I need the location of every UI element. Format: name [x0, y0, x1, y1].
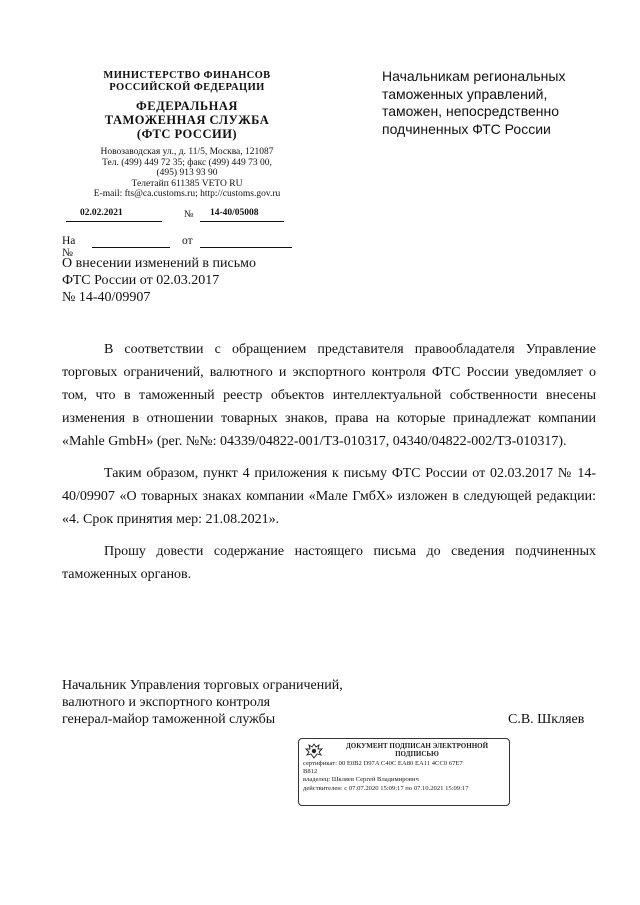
- addressee-line: таможен, непосредственно: [382, 103, 560, 119]
- contact-details: [56, 147, 318, 200]
- teletype-line: Телетайп 611385 VETO RU: [131, 178, 243, 189]
- body-paragraph: В соответствии с обращением представителя правообладателя Управление торговых ограничений, валютного и экспортного контроля ФТС России уведомляет о том, что в таможенный реестр объектов интеллектуальной собственности внесены изменения в отношении товарных знаков, права на которые принадлежат компании «Mahle GmbH» (рег. №№: 04339/04822-001/ТЗ-010317, 04340/04822-002/ТЗ-010317).: [62, 342, 596, 449]
- esig-certificate: сертификат: 00 E0B2 D97A C40C EA80 EA11 4CC0 67E7: [303, 760, 463, 767]
- letter-subject: [62, 255, 302, 306]
- ministry-line: МИНИСТЕРСТВО ФИНАНСОВ: [103, 70, 271, 81]
- addressee-line: подчиненных ФТС России: [382, 120, 551, 137]
- email-line: E-mail: fts@ca.customs.ru; http://customs.gov.ru: [93, 189, 281, 199]
- phone-line: Тел. (499) 449 72 35; факс (499) 449 73 00,: [102, 157, 272, 168]
- registration-date: 02.02.2021: [66, 208, 162, 222]
- incoming-number-label: На №: [62, 235, 76, 259]
- esig-validity: действителен: с 07.07.2020 15:09:17 по 07.10.2021 15:09:17: [303, 784, 469, 792]
- ministry-line: РОССИЙСКОЙ ФЕДЕРАЦИИ: [109, 82, 265, 93]
- incoming-number-blank: [92, 247, 170, 248]
- body-paragraph: Прошу довести содержание настоящего письма до сведения подчиненных таможенных органов.: [62, 544, 596, 582]
- esig-title: [329, 742, 505, 758]
- esig-certificate-cont: B812: [303, 768, 318, 776]
- issuer-block: [56, 70, 318, 200]
- signer-position: [62, 677, 382, 728]
- esig-title-line: ПОДПИСЬЮ: [395, 750, 439, 758]
- esig-title-line: ДОКУМЕНТ ПОДПИСАН ЭЛЕКТРОННОЙ: [345, 742, 489, 750]
- ministry-name: [56, 70, 318, 94]
- signer-position-line: Начальник Управления торговых ограничений,: [62, 678, 343, 693]
- addressee-line: таможенных управлений,: [382, 85, 548, 102]
- incoming-date-label: от: [182, 235, 193, 247]
- addressee-block: [382, 68, 592, 138]
- body-paragraph: Таким образом, пункт 4 приложения к письму ФТС России от 02.03.2017 № 14-40/09907 «О товарных знаках компании «Мале ГмбХ» изложен в следующей редакции: «4. Срок принятия мер: 21.08.2021».: [62, 466, 596, 527]
- registration-number-label: №: [184, 209, 194, 220]
- emblem-icon: [303, 742, 325, 760]
- esig-owner: владелец: Шкляев Сергей Владимирович: [303, 776, 419, 784]
- service-line: (ФТС РОССИИ): [136, 127, 238, 141]
- signer-position-line: генерал-майор таможенной службы: [62, 712, 276, 727]
- address-line: Новозаводская ул., д. 11/5, Москва, 121087: [100, 147, 274, 157]
- subject-line: № 14-40/09907: [62, 290, 151, 305]
- signer-position-line: валютного и экспортного контроля: [62, 695, 271, 710]
- registration-number: 14-40/05008: [200, 208, 284, 222]
- letter-body: [62, 338, 596, 595]
- esig-header: [303, 742, 505, 760]
- signer-name: С.В. Шкляев: [508, 712, 585, 727]
- service-name: [56, 99, 318, 141]
- phone-line: (495) 913 93 90: [156, 168, 218, 178]
- subject-line: О внесении изменений в письмо: [62, 256, 256, 271]
- subject-line: ФТС России от 02.03.2017: [62, 273, 220, 288]
- incoming-date-blank: [200, 247, 292, 248]
- service-line: ФЕДЕРАЛЬНАЯ: [136, 99, 238, 113]
- addressee-line: Начальникам региональных: [382, 68, 566, 84]
- electronic-signature-stamp: [298, 738, 510, 806]
- service-line: ТАМОЖЕННАЯ СЛУЖБА: [104, 113, 270, 127]
